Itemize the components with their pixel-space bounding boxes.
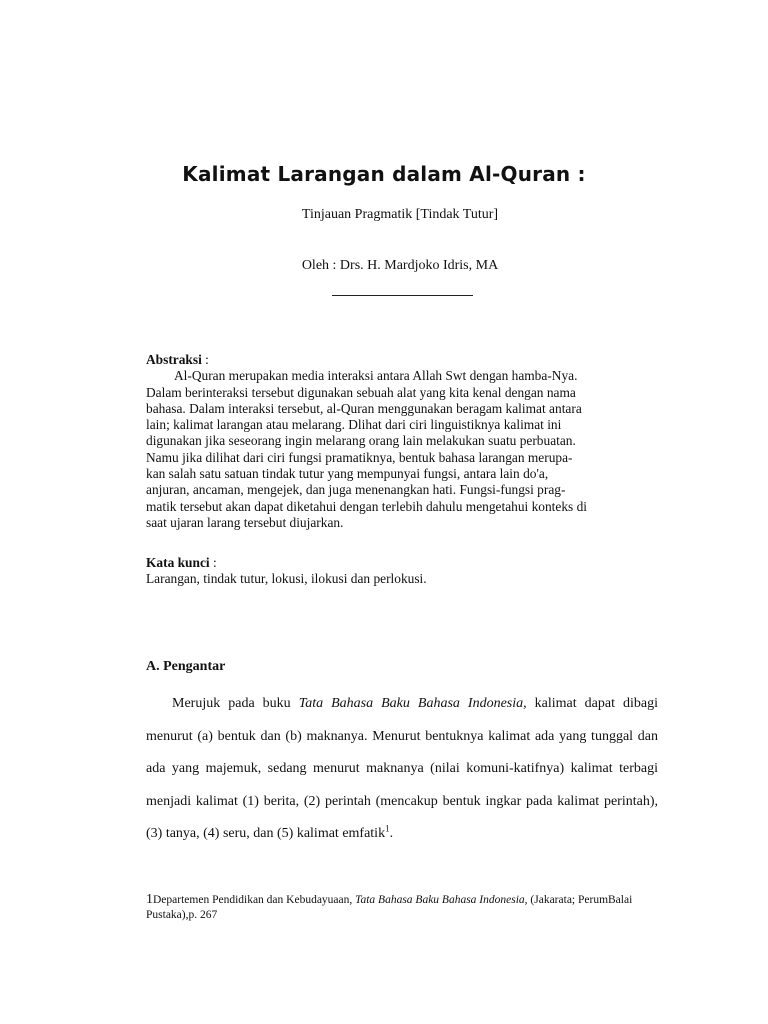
footnote-book-title: Tata Bahasa Baku Bahasa Indonesia (355, 894, 525, 906)
body-book-title: Tata Bahasa Baku Bahasa Indonesia (298, 696, 524, 711)
abstract-line: Al-Quran merupakan media interaksi antara Allah Swt dengan hamba-Nya. (174, 368, 578, 384)
footnote-reference[interactable]: 1 (385, 823, 390, 834)
abstract-line: matik tersebut akan dapat diketahui dengan terlebih dahulu mengetahui konteks di (146, 498, 588, 514)
body-text-end: . (389, 826, 394, 841)
abstract-line: lain; kalimat larangan atau melarang. Dlihat dari ciri linguistiknya kalimat ini (146, 417, 562, 433)
page-title: Kalimat Larangan dalam Al-Quran : (182, 162, 586, 186)
footnote-text-end: , (Jakarata; PerumBalai Pustaka),p. 267 (146, 894, 633, 921)
keywords-text: Larangan, tindak tutur, lokusi, ilokusi dan perlokusi. (146, 571, 427, 587)
page-subtitle: Tinjauan Pragmatik [Tindak Tutur] (301, 207, 499, 222)
abstract-line: anjuran, ancaman, mengejek, dan juga menenangkan hati. Fungsi-fungsi prag- (146, 482, 566, 498)
abstract-line: digunakan jika seseorang ingin melarang orang lain melakukan suatu perbuatan. (146, 433, 576, 449)
keywords-label-suffix: : (209, 555, 217, 570)
keywords-label: Kata kunci (146, 555, 210, 570)
abstract-label: Abstraksi (146, 352, 202, 367)
abstract-label-suffix: : (201, 352, 209, 367)
author-line: Oleh : Drs. H. Mardjoko Idris, MA (301, 258, 499, 273)
footnote-number: 1 (146, 892, 153, 907)
section-body (146, 688, 658, 851)
abstract-line: Dalam berinteraksi tersebut digunakan sebuah alat yang kita kenal dengan nama (146, 384, 576, 400)
title-divider (332, 295, 473, 296)
body-text-main: , kalimat dapat dibagi menurut (a) bentuk dan (b) maknanya. Menurut bentuknya kalimat ada yang tunggal dan ada yang majemuk, sedang menurut maknanya (nilai komuni-katifnya) kalimat terbagi menjadi kalimat (1) berita, (2) perintah (mencakup bentuk ingkar pada kalimat perintah), (3) tanya, (4) seru, dan (5) kalimat emfatik (146, 696, 659, 841)
abstract-line: Namu jika dilihat dari ciri fungsi pramatiknya, bentuk bahasa larangan merupa- (146, 449, 573, 465)
abstract-block (146, 352, 666, 531)
abstract-line: kan salah satu satuan tindak tutur yang mempunyai fungsi, antara lain do'a, (146, 466, 549, 482)
footnote-text-start: Departemen Pendidikan dan Kebudayuaan, (153, 894, 356, 906)
body-text-start: Merujuk pada buku (172, 696, 299, 711)
abstract-line: bahasa. Dalam interaksi tersebut, al-Quran menggunakan beragam kalimat antara (146, 400, 582, 416)
abstract-heading (146, 352, 666, 368)
keywords-block (146, 555, 666, 588)
section-heading: A. Pengantar (146, 659, 226, 674)
abstract-line: saat ujaran larang tersebut diujarkan. (146, 514, 344, 530)
footnote (146, 892, 666, 923)
keywords-heading (146, 555, 666, 571)
